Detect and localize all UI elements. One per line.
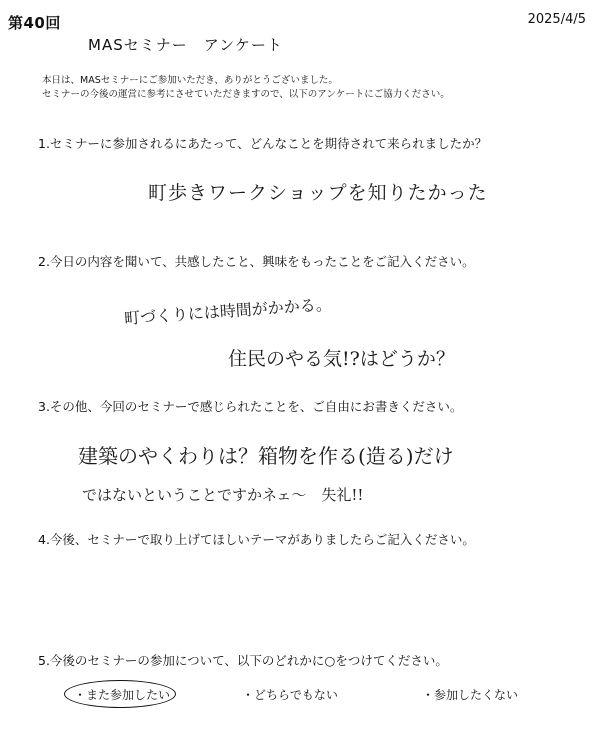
- answer-3-line-2: ではないということですかネェ〜 失礼!!: [82, 486, 364, 504]
- intro-line-1: 本日は、MASセミナーにご参加いただき、ありがとうございました。: [42, 75, 338, 86]
- question-1-label: 1.セミナーに参加されるにあたって、どんなことを期待されて来られましたか？: [38, 136, 488, 151]
- answer-2-line-2: 住民のやる気!?はどうか？: [228, 348, 455, 370]
- session-number: 第40回: [8, 14, 61, 32]
- page-title: MASセミナー アンケート: [88, 36, 283, 54]
- answer-2-line-1: 町づくりには時間がかかる。: [123, 294, 333, 328]
- intro-line-2: セミナーの今後の運営に参考にさせていただきますので、以下のアンケートにご協力ください。: [42, 89, 450, 100]
- question-2-label: 2.今日の内容を聞いて、共感したこと、興味をもったことをご記入ください。: [38, 254, 475, 269]
- option-not-attend[interactable]: ・参加したくない: [422, 688, 519, 702]
- answer-3-line-1: 建築のやくわりは？箱物を作る(造る)だけ: [78, 444, 454, 468]
- question-4-label: 4.今後、セミナーで取り上げてほしいテーマがありましたらご記入ください。: [38, 532, 475, 547]
- option-attend-again[interactable]: ・また参加したい: [74, 688, 171, 702]
- question-5-label: 5.今後のセミナーの参加について、以下のどれかに○をつけてください。: [38, 653, 448, 668]
- answer-1-line-1: 町歩きワークショップを知りたかった: [148, 182, 488, 204]
- question-3-label: 3.その他、今回のセミナーで感じられたことを、ご自由にお書きください。: [38, 399, 463, 414]
- survey-date: 2025/4/5: [527, 12, 586, 27]
- option-undecided[interactable]: ・どちらでもない: [242, 688, 338, 702]
